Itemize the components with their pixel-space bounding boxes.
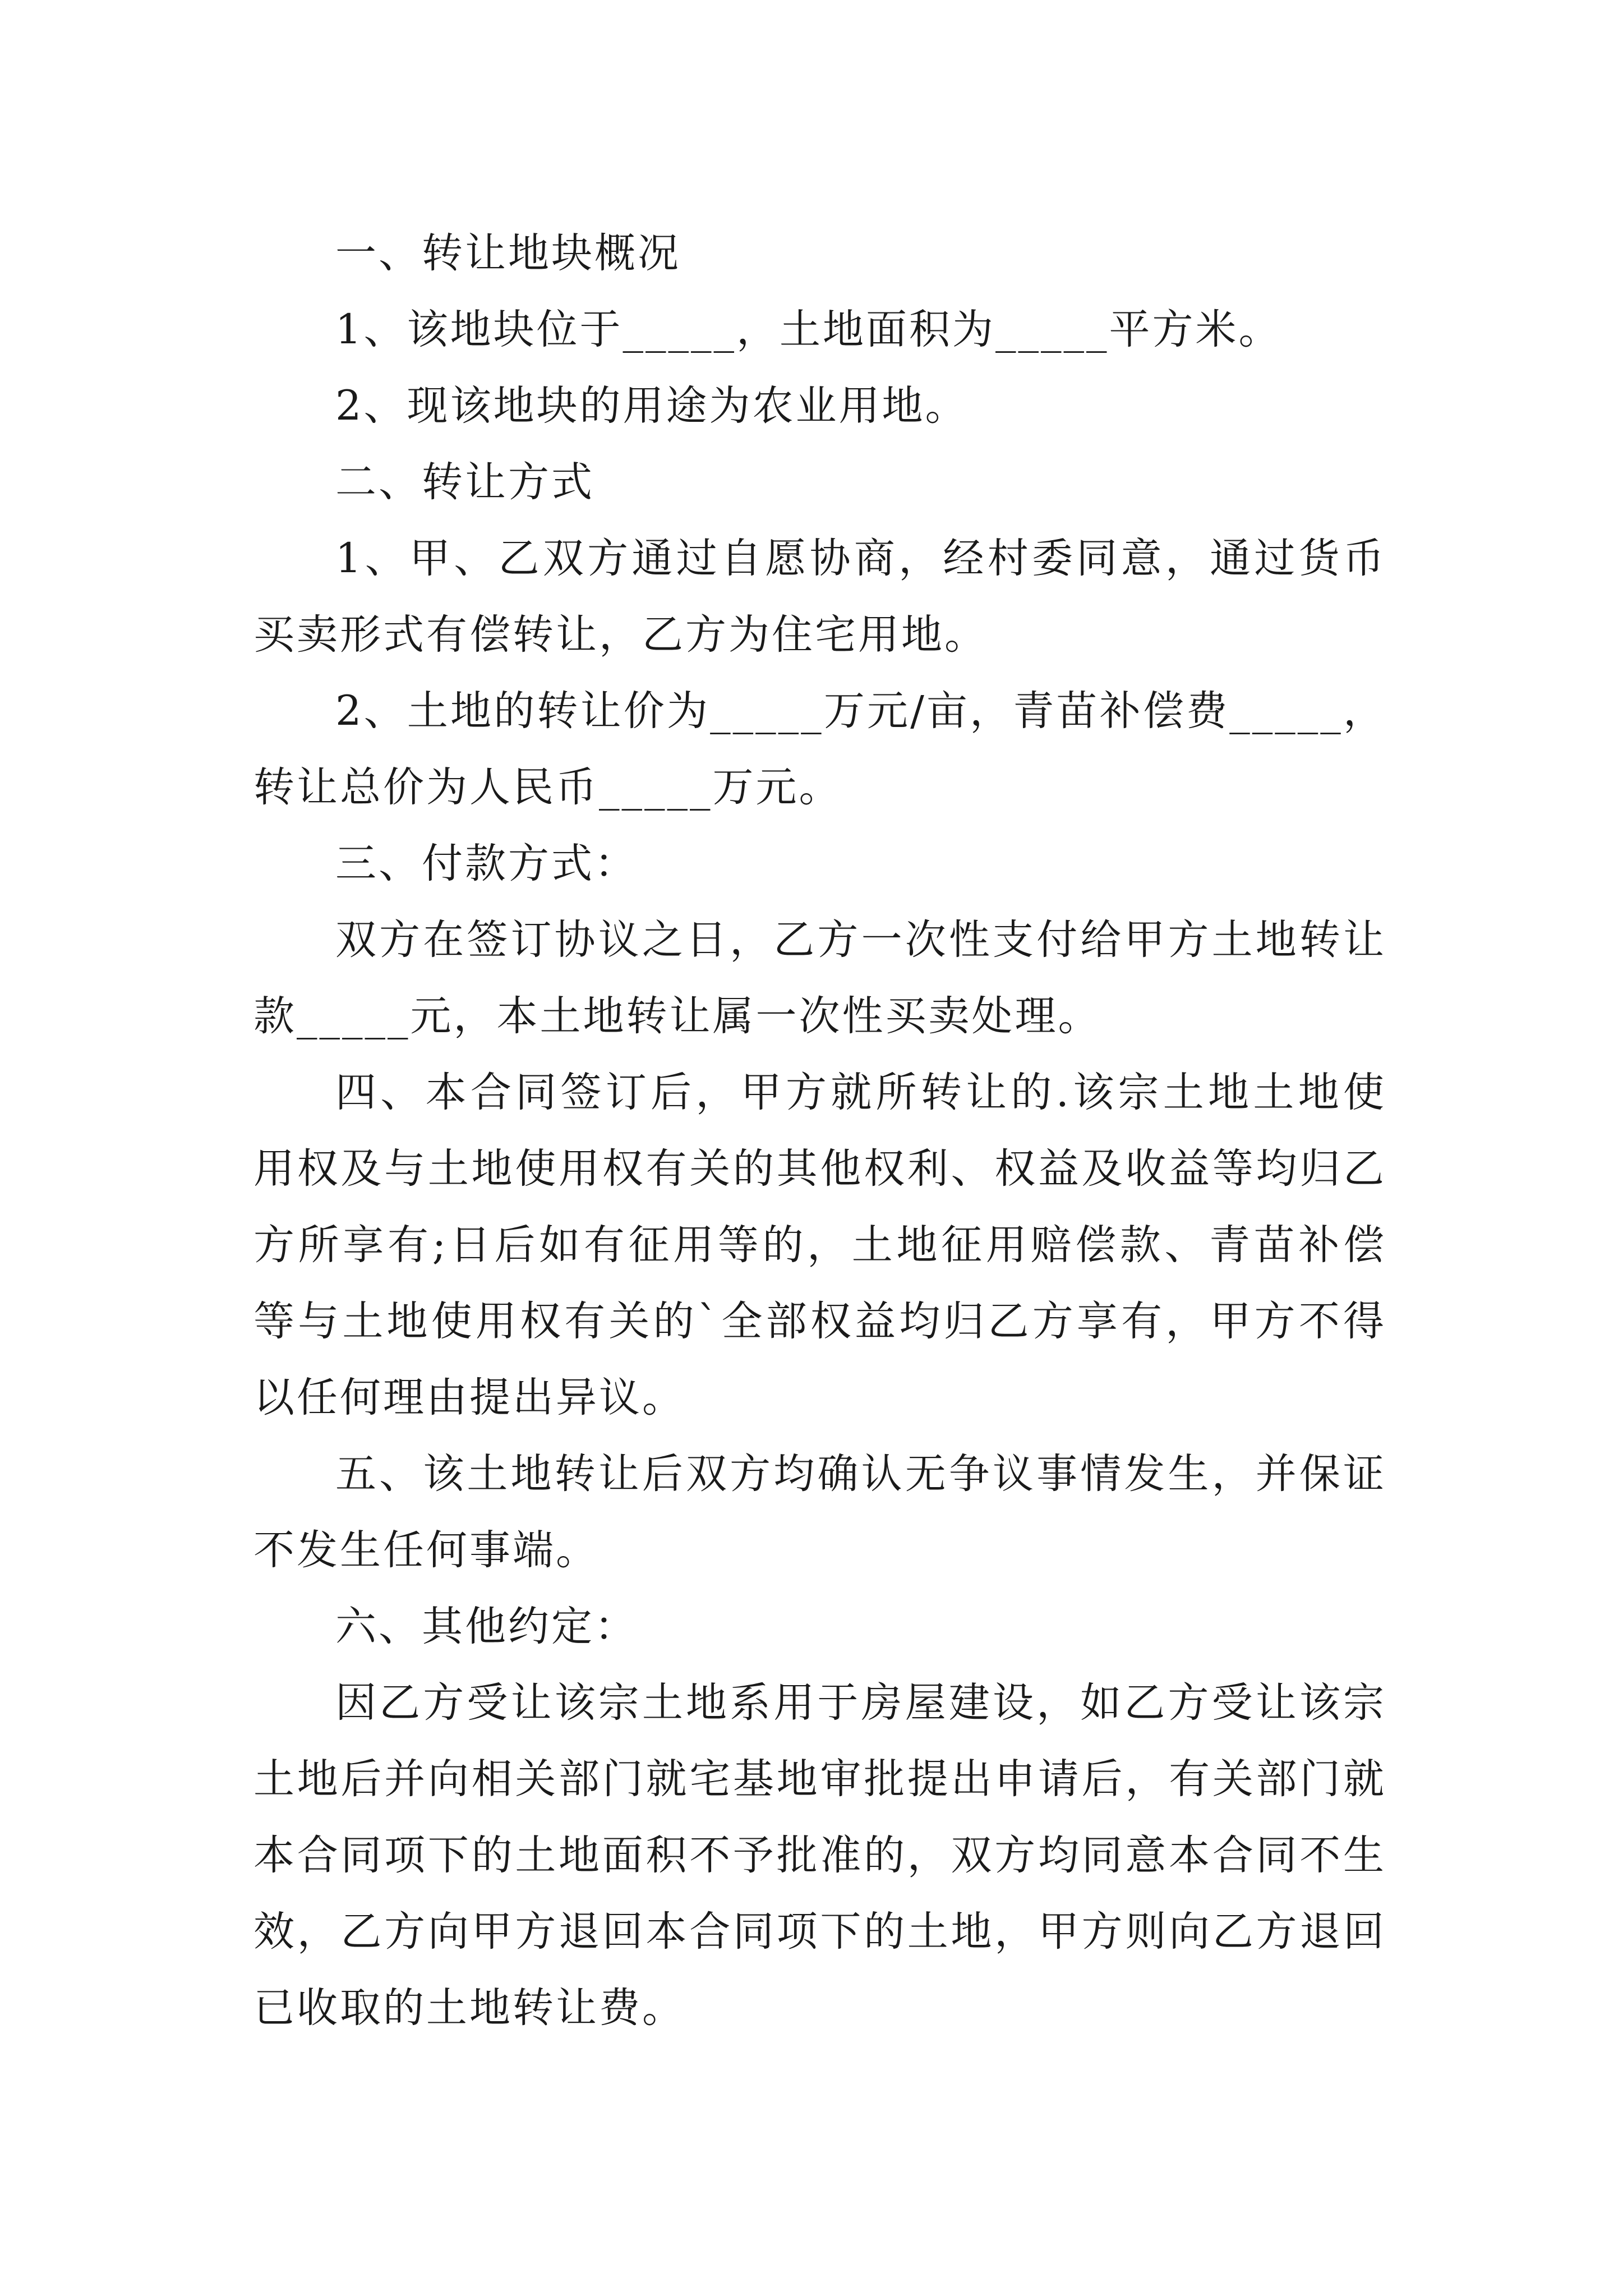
section-5-body: 五、该土地转让后双方均确认无争议事情发生，并保证不发生任何事端。 <box>253 1450 1386 1574</box>
clause-2-1: 1、甲、乙双方通过自愿协商，经村委同意，通过货币买卖形式有偿转让，乙方为住宅用地。 <box>253 535 1386 659</box>
clause-1-2: 2、现该地块的用途为农业用地。 <box>335 382 969 430</box>
section-heading-1: 一、转让地块概况 <box>335 229 681 277</box>
section-heading-6: 六、其他约定： <box>335 1603 638 1650</box>
clause-1-1: 1、该地块位于_____，土地面积为_____平方米。 <box>335 306 1282 353</box>
section-4-body: 四、本合同签订后，甲方就所转让的.该宗土地土地使用权及与土地使用权有关的其他权利、权益及收益等均归乙方所享有;日后如有征用等的，土地征用赔偿款、青苗补偿等与土地使用权有关的`全部权益均归乙方享有，甲方不得以任何理由提出异议。 <box>253 1069 1386 1421</box>
clause-6-body: 因乙方受让该宗土地系用于房屋建设，如乙方受让该宗土地后并向相关部门就宅基地审批提出申请后，有关部门就本合同项下的土地面积不予批准的，双方均同意本合同不生效，乙方向甲方退回本合同项下的土地，甲方则向乙方退回已收取的土地转让费。 <box>253 1679 1386 2032</box>
clause-3-body: 双方在签订协议之日，乙方一次性支付给甲方土地转让款_____元，本土地转让属一次性买卖处理。 <box>253 916 1386 1040</box>
section-heading-2: 二、转让方式 <box>335 458 594 506</box>
clause-2-2: 2、土地的转让价为_____万元/亩，青苗补偿费_____，转让总价为人民币_____万元。 <box>253 687 1386 811</box>
section-heading-3: 三、付款方式： <box>335 840 638 887</box>
document-body <box>253 215 1386 2046</box>
